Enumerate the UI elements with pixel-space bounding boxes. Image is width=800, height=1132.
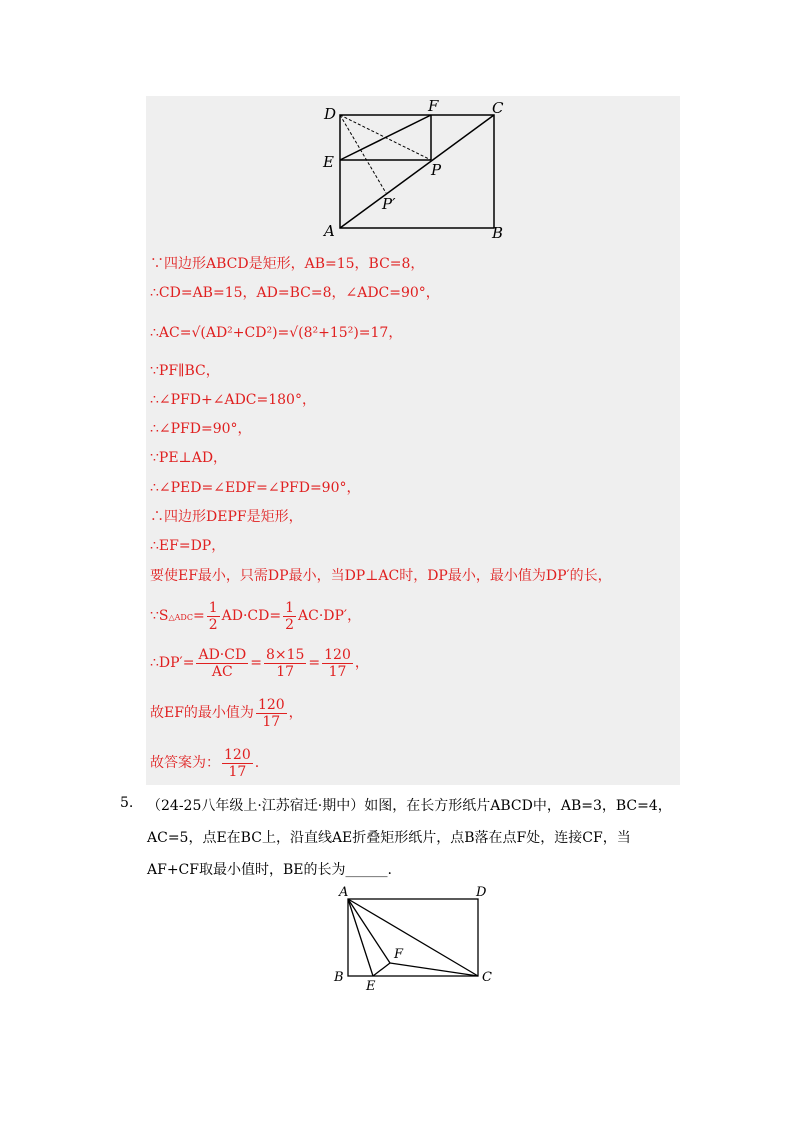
solution-line: ∴CD=AB=15，AD=BC=8，∠ADC=90°， <box>150 285 440 301</box>
solution-line: ∴∠PED=∠EDF=∠PFD=90°， <box>150 480 361 496</box>
solution-line-answer: 故答案为： $\frac{120}{17}$ . <box>150 746 260 780</box>
folding-figure <box>330 880 500 995</box>
solution-line: ∵PF∥BC， <box>150 363 220 379</box>
question-text-line: AF+CF取最小值时，BE的长为______. <box>147 862 392 878</box>
label-b: B <box>492 224 504 239</box>
solution-line-dp: ∴DP′= $\frac{AD\cdot CD}{AC}$ = $\frac{8\times 15}{17}$ = $\frac{120}{17}$ ， <box>150 646 369 680</box>
label-p: P <box>431 161 442 179</box>
label-a: A <box>324 222 335 239</box>
label-a: A <box>339 885 349 900</box>
label-f: F <box>428 97 439 115</box>
geometry-figure-rectangle <box>316 97 516 239</box>
solution-line: ∵PE⊥AD， <box>150 450 228 466</box>
label-d: D <box>476 885 487 900</box>
label-f: F <box>394 947 404 962</box>
solution-line: 要使EF最小，只需DP最小，当DP⊥AC时，DP最小，最小值为DP′的长， <box>150 568 612 584</box>
solution-line: ∴AC=√(AD²+CD²)=√(8²+15²)=17， <box>150 325 403 341</box>
segment-ac <box>348 899 478 976</box>
segment-fc <box>390 963 478 976</box>
solution-line: ∴∠PFD+∠ADC=180°， <box>150 392 316 408</box>
solution-line-area: ∵S△ADC= $\frac{1}{2}$ AD·CD= $\frac{1}{2}$ AC·DP′， <box>150 599 362 633</box>
solution-line: ∴∠PFD=90°， <box>150 421 252 437</box>
label-c: C <box>492 99 504 117</box>
label-c: C <box>482 970 492 985</box>
question-number: 5. <box>120 795 134 811</box>
segment-af <box>348 899 390 963</box>
diagonal-ac <box>340 115 494 228</box>
question-text-line: （24-25八年级上·江苏宿迁·期中）如图，在长方形纸片ABCD中，AB=3，BC=4， <box>147 798 672 814</box>
question-text-line: AC=5，点E在BC上，沿直线AE折叠矩形纸片，点B落在点F处，连接CF，当 <box>147 830 631 846</box>
solution-line: ∴四边形DEPF是矩形， <box>150 509 303 525</box>
segment-ae <box>348 899 373 976</box>
label-p-prime: P′ <box>382 195 396 213</box>
segment-ef <box>373 963 390 976</box>
label-e: E <box>366 979 376 994</box>
solution-line-min: 故EF的最小值为 $\frac{120}{17}$ ， <box>150 696 303 730</box>
label-b: B <box>334 970 344 985</box>
label-d: D <box>324 105 337 123</box>
solution-line: ∵四边形ABCD是矩形，AB=15，BC=8， <box>150 256 425 272</box>
solution-line: ∴EF=DP， <box>150 538 226 554</box>
label-e: E <box>323 153 334 171</box>
